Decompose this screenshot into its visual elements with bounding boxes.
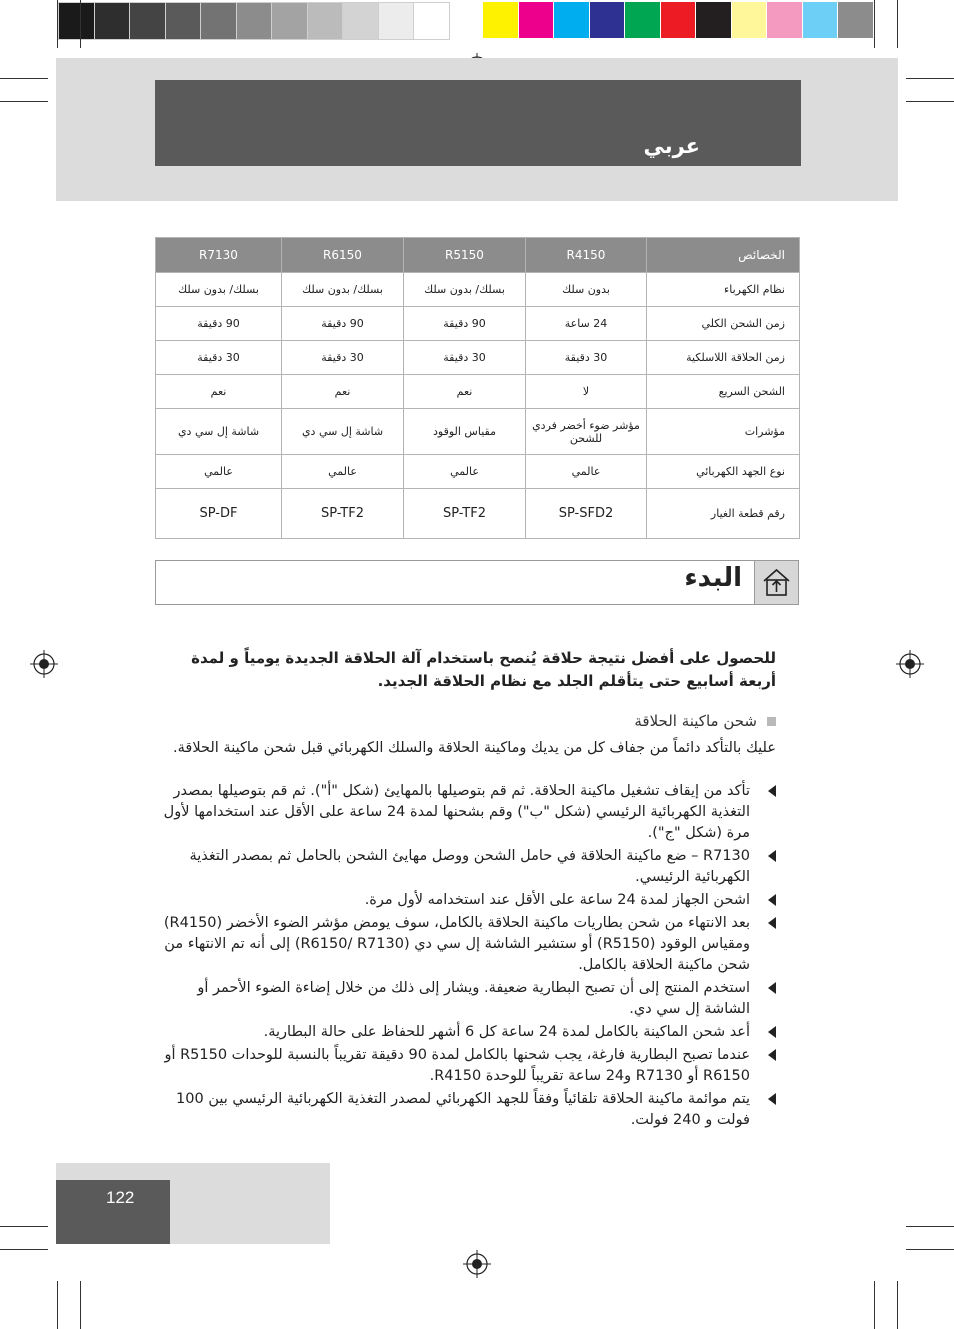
table-cell: 24 ساعة [526, 307, 647, 341]
table-header-cell: R5150 [404, 238, 526, 273]
arrow-bullet-icon [768, 850, 776, 862]
table-row [156, 455, 800, 489]
language-title: عربي [643, 134, 700, 158]
table-row-label: رقم قطعة الغيار [647, 489, 800, 539]
list-item-text: استخدم المنتج إلى أن تصبح البطارية ضعيفة. ويشار إلى ذلك من خلال إضاءة الضوء الأحمر أو الشاشة إل سي دي. [197, 980, 750, 1017]
table-cell: شاشة إل سي دي [156, 409, 282, 455]
table-row-label: نوع الجهد الكهربائي [647, 455, 800, 489]
table-row [156, 341, 800, 375]
crop-mark [906, 78, 954, 79]
instruction-list [160, 781, 776, 1133]
gray-swatch [307, 2, 344, 40]
table-cell: 90 دقيقة [156, 307, 282, 341]
table-cell: نعم [156, 375, 282, 409]
arrow-bullet-icon [768, 894, 776, 906]
table-cell: عالمي [404, 455, 526, 489]
table-cell: SP-TF2 [282, 489, 404, 539]
gray-swatch [342, 2, 379, 40]
crop-mark [897, 1281, 898, 1329]
color-swatch [519, 2, 554, 38]
list-item-text: عندما تصبح البطارية فارغة، يجب شحنها بالكامل لمدة 90 دقيقة تقريباً بالنسبة للوحدات R5150 أو R6150 أو R7130 و24 ساعة تقريباً للوحدة R4150. [164, 1047, 750, 1084]
table-row [156, 375, 800, 409]
table-header-row [156, 238, 800, 273]
paragraph: عليك بالتأكد دائماً من جفاف كل من يديك وماكينة الحلاقة والسلك الكهربائي قبل شحن ماكينة الحلاقة. [173, 740, 776, 756]
table-cell: SP-SFD2 [526, 489, 647, 539]
arrow-bullet-icon [768, 1093, 776, 1105]
table-cell: SP-TF2 [404, 489, 526, 539]
table-row-label: نظام الكهرباء [647, 273, 800, 307]
table-row [156, 273, 800, 307]
table-row [156, 307, 800, 341]
color-swatch [661, 2, 696, 38]
table-cell: SP-DF [156, 489, 282, 539]
registration-mark-icon [463, 1250, 491, 1278]
home-arrow-icon [754, 561, 798, 604]
arrow-bullet-icon [768, 1026, 776, 1038]
gray-swatch [236, 2, 273, 40]
gray-swatch [58, 2, 95, 40]
gray-swatch [413, 2, 450, 40]
intro-text: للحصول على أفضل نتيجة حلاقة يُنصح باستخدام آلة الحلاقة الجديدة يومياً و لمدة أربعة أسابيع حتى يتأقلم الجلد مع نظام الحلاقة الجديد. [191, 649, 776, 690]
gray-swatch [271, 2, 308, 40]
list-item-text: أعد شحن الماكينة بالكامل لمدة 24 ساعة كل 6 أشهر للحفاظ على حالة البطارية. [263, 1024, 750, 1040]
table-header-cell: R7130 [156, 238, 282, 273]
crop-mark [897, 0, 898, 48]
list-item-text: تأكد من إيقاف تشغيل ماكينة الحلاقة. ثم قم بتوصيلها بالمهايئ (شكل "أ"). ثم قم بتوصيلها بمصدر التغذية الكهربائية الرئيسي (شكل "ب") وقم بشحنها لمدة 24 ساعة على الأقل عند استخدامها لأول مرة (شكل "ج"). [163, 783, 750, 841]
registration-mark-icon [896, 650, 924, 678]
arrow-bullet-icon [768, 785, 776, 797]
arrow-bullet-icon [768, 917, 776, 929]
table-cell: عالمي [156, 455, 282, 489]
spec-table [155, 237, 800, 539]
registration-mark-icon [30, 650, 58, 678]
table-row-label: مؤشرات [647, 409, 800, 455]
color-swatch [696, 2, 731, 38]
subheading-text: شحن ماكينة الحلاقة [634, 712, 757, 730]
list-item [160, 1022, 776, 1043]
gray-swatch [200, 2, 237, 40]
section-title: البدء [684, 563, 742, 593]
crop-mark [906, 101, 954, 102]
table-row [156, 409, 800, 455]
section-heading [155, 560, 799, 605]
table-cell: 90 دقيقة [404, 307, 526, 341]
page-number: 122 [106, 1188, 135, 1207]
color-swatch [625, 2, 660, 38]
arrow-bullet-icon [768, 982, 776, 994]
table-cell: بسلك/ بدون سلك [404, 273, 526, 307]
table-cell: نعم [404, 375, 526, 409]
color-swatch [590, 2, 625, 38]
table-cell: 30 دقيقة [526, 341, 647, 375]
subheading [634, 712, 776, 730]
table-row-label: زمن الشحن الكلي [647, 307, 800, 341]
table-cell: نعم [282, 375, 404, 409]
table-cell: شاشة إل سي دي [282, 409, 404, 455]
list-item [160, 846, 776, 888]
table-cell: 30 دقيقة [404, 341, 526, 375]
table-row-label: الشحن السريع [647, 375, 800, 409]
color-swatch [554, 2, 589, 38]
list-item-text: يتم موائمة ماكينة الحلاقة تلقائياً وفقاً للجهد الكهربائي لمصدر التغذية الكهربائية الرئيسي بين 100 فولت و 240 فولت. [176, 1091, 750, 1128]
list-item [160, 1045, 776, 1087]
table-cell: بدون سلك [526, 273, 647, 307]
arrow-bullet-icon [768, 1049, 776, 1061]
table-cell: بسلك/ بدون سلك [282, 273, 404, 307]
crop-mark [0, 101, 48, 102]
color-swatch [732, 2, 767, 38]
crop-mark [0, 1226, 48, 1227]
gray-swatch [129, 2, 166, 40]
crop-mark [0, 1249, 48, 1250]
list-item [160, 1089, 776, 1131]
list-item [160, 913, 776, 976]
table-cell: عالمي [526, 455, 647, 489]
list-item-text: اشحن الجهاز لمدة 24 ساعة على الأقل عند استخدامه لأول مرة. [364, 892, 750, 908]
crop-mark [57, 0, 58, 48]
gray-swatch [94, 2, 131, 40]
table-row [156, 489, 800, 539]
list-item-text: R7130 – ضع ماكينة الحلاقة في حامل الشحن ووصل مهايئ الشحن بالحامل ثم بمصدر التغذية الكهربائية الرئيسي. [189, 848, 750, 885]
crop-mark [0, 78, 48, 79]
table-cell: 90 دقيقة [282, 307, 404, 341]
gray-swatch [378, 2, 415, 40]
table-cell: لا [526, 375, 647, 409]
table-header-cell: R4150 [526, 238, 647, 273]
crop-mark [874, 0, 875, 48]
color-swatch [803, 2, 838, 38]
gray-swatch [165, 2, 202, 40]
color-swatch [767, 2, 802, 38]
list-item [160, 978, 776, 1020]
color-swatch [483, 2, 518, 38]
table-header-cell: R6150 [282, 238, 404, 273]
crop-mark [80, 0, 81, 48]
list-item [160, 781, 776, 844]
crop-mark [906, 1249, 954, 1250]
table-header-cell: الخصائص [647, 238, 800, 273]
crop-mark [906, 1226, 954, 1227]
table-row-label: زمن الحلاقة اللاسلكية [647, 341, 800, 375]
table-cell: مقياس الوقود [404, 409, 526, 455]
crop-mark [57, 1281, 58, 1329]
square-bullet-icon [767, 717, 776, 726]
crop-mark [80, 1281, 81, 1329]
table-cell: بسلك/ بدون سلك [156, 273, 282, 307]
table-cell: عالمي [282, 455, 404, 489]
table-cell: مؤشر ضوء أخضر فردي للشحن [526, 409, 647, 455]
header-title-bar [155, 80, 801, 166]
crop-mark [874, 1281, 875, 1329]
table-cell: 30 دقيقة [156, 341, 282, 375]
list-item-text: بعد الانتهاء من شحن بطاريات ماكينة الحلاقة بالكامل، سوف يومض مؤشر الضوء الأخضر (R4150) ومقياس الوقود (R5150) أو ستشير الشاشة إل سي دي (R6150/ R7130) إلى أنه تم الانتهاء من شحن ماكينة الحلاقة بالكامل. [163, 915, 750, 973]
list-item [160, 890, 776, 911]
table-cell: 30 دقيقة [282, 341, 404, 375]
color-swatch [838, 2, 873, 38]
